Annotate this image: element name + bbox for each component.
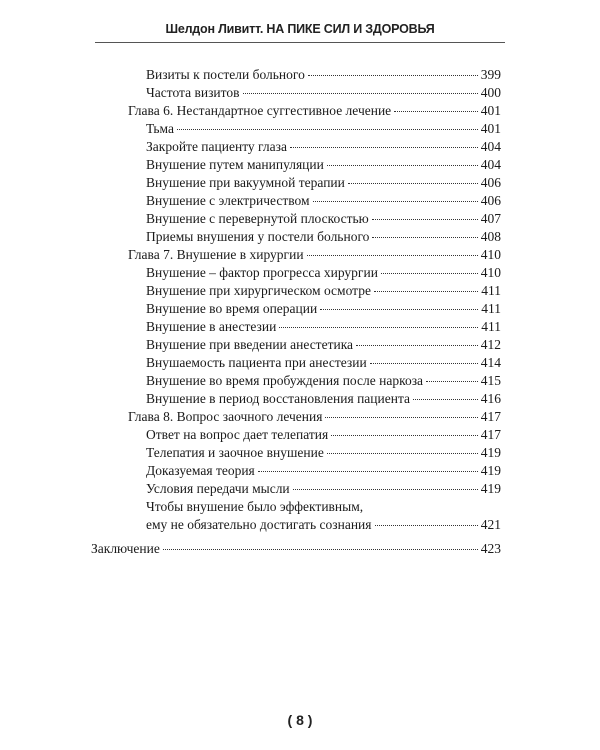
toc-entry-title: Условия передачи мысли [146,481,290,496]
leader-dots [372,219,478,220]
toc-entry [146,444,501,461]
toc-entry-page: 423 [480,541,501,556]
toc-entry-title: Глава 6. Нестандартное суггестивное лечение [128,103,392,118]
leader-dots [327,165,478,166]
toc-entry-page: 419 [480,481,501,496]
leader-dots [426,381,478,382]
leader-dots [163,549,478,550]
leader-dots [413,399,478,400]
toc-entry [146,210,501,227]
leader-dots [372,237,477,238]
toc-entry-title: Частота визитов [146,85,240,100]
toc-entry-page: 419 [480,445,501,460]
leader-dots [374,291,478,292]
toc-entry-title: ему не обязательно достигать сознания [146,517,372,532]
toc-entry [146,156,501,173]
toc-entry-page: 411 [481,283,501,298]
toc-entry-title: Внушение во время пробуждения после наркоза [146,373,424,388]
leader-dots [279,327,478,328]
toc-entry-title: Внушаемость пациента при анестезии [146,355,367,370]
leader-dots [308,75,478,76]
toc-entry-title: Тьма [146,121,174,136]
leader-dots [348,183,478,184]
toc-entry-page: 399 [480,67,501,82]
leader-dots [243,93,478,94]
leader-dots [293,489,478,490]
leader-dots [327,453,478,454]
toc-entry [146,372,501,389]
toc-entry-page: 408 [480,229,501,244]
leader-dots [356,345,478,346]
toc-entry-title: Внушение с перевернутой плоскостью [146,211,369,226]
toc-entry-title: Внушение с электричеством [146,193,310,208]
toc-entry-title: Заключение [91,541,160,556]
leader-dots [258,471,478,472]
toc-entry [146,480,501,497]
leader-dots [325,417,477,418]
toc-entry-page: 417 [480,427,501,442]
toc-entry [146,516,501,533]
leader-dots [375,525,478,526]
toc-conclusion [91,540,501,557]
toc-entry-title: Внушение при хирургическом осмотре [146,283,371,298]
toc-chapter [128,102,501,119]
leader-dots [394,111,478,112]
toc-entry-page: 404 [480,139,501,154]
toc-entry [146,336,501,353]
toc-entry [146,426,501,443]
toc-entry-page: 411 [481,319,501,334]
toc-entry-page: 406 [480,175,501,190]
toc-entry-page: 416 [480,391,501,406]
toc-entry [146,264,501,281]
toc-entry-title: Внушение путем манипуляции [146,157,324,172]
toc-entry-title: Внушение в период восстановления пациента [146,391,411,406]
toc-entry-page: 401 [480,103,501,118]
toc-entry-page: 410 [480,265,501,280]
toc-entry [146,228,501,245]
toc-entry [146,354,501,371]
leader-dots [331,435,478,436]
toc-entry-page: 404 [480,157,501,172]
toc-entry-page: 419 [480,463,501,478]
toc-entry [146,390,501,407]
toc-entry-page: 414 [480,355,501,370]
toc-entry-page: 410 [480,247,501,262]
toc-entry-title: Внушение в анестезии [146,319,277,334]
toc-entry-title-line1: Чтобы внушение было эффективным, [146,499,364,514]
running-header: Шелдон Ливитт. НА ПИКЕ СИЛ И ЗДОРОВЬЯ [165,22,435,36]
leader-dots [307,255,478,256]
leader-dots [381,273,478,274]
toc-entry [146,462,501,479]
toc-entry-title: Внушение при введении анестетика [146,337,354,352]
toc-chapter [128,246,501,263]
toc-entry-page: 412 [480,337,501,352]
toc-entry [146,66,501,83]
toc-entry-title: Закройте пациенту глаза [146,139,287,154]
toc-entry-page: 421 [480,517,501,532]
toc-entry-title: Приемы внушения у постели больного [146,229,370,244]
toc-entry-title: Телепатия и заочное внушение [146,445,324,460]
leader-dots [177,129,478,130]
toc-entry [146,192,501,209]
toc-entry [146,138,501,155]
toc-entry-page: 411 [481,301,501,316]
toc-entry-title: Внушение во время операции [146,301,318,316]
toc-entry [146,120,501,137]
leader-dots [320,309,478,310]
toc-entry [146,282,501,299]
toc-entry-page: 417 [480,409,501,424]
leader-dots [290,147,478,148]
toc-entry [146,318,501,335]
toc-entry-page: 400 [480,85,501,100]
toc-entry-title: Визиты к постели больного [146,67,305,82]
toc-entry-title: Глава 8. Вопрос заочного лечения [128,409,323,424]
leader-dots [313,201,478,202]
toc-entry-title: Доказуемая теория [146,463,255,478]
leader-dots [370,363,478,364]
toc-entry-title: Глава 7. Внушение в хирургии [128,247,304,262]
toc-entry-page: 415 [480,373,501,388]
toc-chapter [128,408,501,425]
header-rule [95,42,505,43]
page-number: ( 8 ) [287,712,313,728]
toc-entry-page: 406 [480,193,501,208]
toc-entry-page: 401 [480,121,501,136]
toc-entry-page: 407 [480,211,501,226]
toc-entry-title: Ответ на вопрос дает телепатия [146,427,329,442]
toc-entry-title: Внушение – фактор прогресса хирургии [146,265,378,280]
toc-entry [146,174,501,191]
toc-entry [146,84,501,101]
toc-entry-title: Внушение при вакуумной терапии [146,175,345,190]
toc-entry [146,300,501,317]
